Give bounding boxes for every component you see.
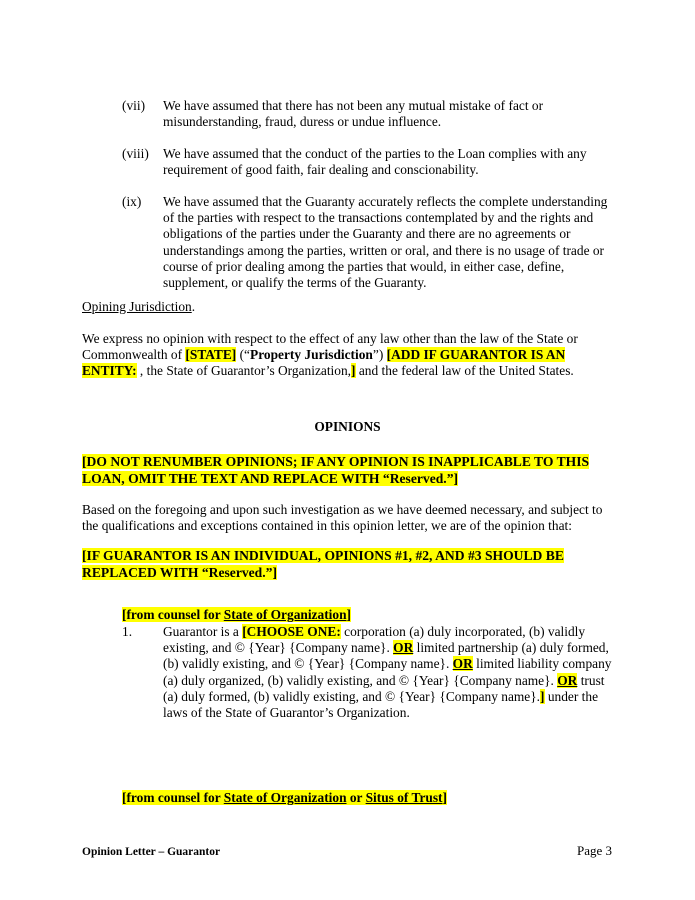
quote-close: ”)	[372, 347, 387, 363]
opinions-intro: Based on the foregoing and upon such investigation as we have deemed necessary, and subject to the qualifications and exceptions contained in this opinion letter, we are of the opinion that:	[82, 502, 603, 534]
renumber-instruction-text: [DO NOT RENUMBER OPINIONS; IF ANY OPINION IS INAPPLICABLE TO THIS LOAN, OMIT THE TEXT AND REPLACE WITH “Reserved.”]	[82, 454, 590, 486]
assumption-text: We have assumed that the conduct of the parties to the Loan complies with any requirement of good faith, fair dealing and conscionability.	[163, 146, 587, 178]
opinion-text: limited liability company (a) duly organized, (b) validly existing, and © {Year} {Company name}.	[163, 656, 612, 688]
counsel-prefix: [from counsel for	[122, 790, 224, 805]
assumption-number: (vii)	[122, 98, 146, 113]
state-placeholder: [STATE]	[185, 347, 237, 363]
heading-period: .	[191, 299, 196, 314]
footer-title: Opinion Letter – Guarantor	[82, 846, 221, 858]
closing-bracket: ]	[351, 363, 356, 379]
jurisdiction-heading	[82, 299, 195, 315]
opinion-text: corporation (a) duly incorporated, (b) validly existing, and © {Year} {Company name}.	[163, 624, 586, 656]
add-if-entity-instruction: [ADD IF GUARANTOR IS AN ENTITY:	[82, 347, 566, 379]
opinion-text: under the laws of the State of Guarantor’s Organization.	[163, 688, 599, 721]
closing-bracket: ]	[540, 688, 545, 704]
opinion-number: 1.	[122, 624, 133, 639]
counsel-note-1	[122, 607, 351, 623]
renumber-instruction	[82, 453, 612, 487]
state-of-organization-term: State of Organization	[223, 790, 347, 805]
opinion-text: limited partnership (a) duly formed, (b) validly existing, and © {Year} {Company name}.	[163, 640, 609, 672]
or-marker: OR	[393, 640, 414, 656]
or-marker: OR	[557, 672, 578, 688]
assumption-number: (viii)	[122, 146, 149, 161]
counsel-suffix: ]	[442, 790, 447, 805]
jurisdiction-text: and the federal law of the United States.	[355, 363, 574, 379]
counsel-suffix: ]	[346, 607, 351, 622]
opinions-heading: OPINIONS	[314, 419, 381, 434]
quote-open: (“	[236, 347, 251, 363]
opinion-text: Guarantor is a	[163, 624, 243, 639]
state-of-organization-term: State of Organization	[223, 607, 347, 622]
counsel-mid: or	[346, 790, 366, 805]
individual-instruction-text: [IF GUARANTOR IS AN INDIVIDUAL, OPINIONS #1, #2, AND #3 SHOULD BE REPLACED WITH “Reserved.”]	[82, 548, 564, 580]
counsel-note-2	[122, 790, 447, 806]
situs-of-trust-term: Situs of Trust	[365, 790, 443, 805]
jurisdiction-paragraph	[82, 331, 612, 380]
page-number: Page 3	[576, 843, 612, 858]
assumption-text: We have assumed that there has not been any mutual mistake of fact or misunderstanding, fraud, duress or undue influence.	[163, 98, 544, 130]
opinion-1-text	[163, 624, 618, 721]
jurisdiction-heading-text: Opining Jurisdiction	[82, 299, 192, 314]
choose-one-instruction: [CHOOSE ONE:	[242, 624, 341, 639]
assumption-number: (ix)	[122, 194, 142, 209]
opinion-text: trust (a) duly formed, (b) validly existing, and © {Year} {Company name}.	[163, 672, 605, 704]
or-marker: OR	[452, 656, 473, 672]
jurisdiction-text: , the State of Guarantor’s Organization,	[136, 363, 352, 379]
property-jurisdiction-term: Property Jurisdiction	[250, 347, 373, 363]
assumption-text: We have assumed that the Guaranty accurately reflects the complete understanding of the parties with respect to the transactions contemplated by and the rights and obligations of the parties under the Guaranty and there are no agreements or understandings among the parties, written or oral, and there is no usage of trade or course of prior dealing among the parties that would, in either case, define, supplement, or qualify the terms of the Guaranty.	[163, 194, 608, 291]
counsel-prefix: [from counsel for	[122, 607, 224, 622]
individual-instruction	[82, 547, 612, 581]
jurisdiction-text: We express no opinion with respect to the effect of any law other than the law of the State or Commonwealth of	[82, 331, 578, 363]
